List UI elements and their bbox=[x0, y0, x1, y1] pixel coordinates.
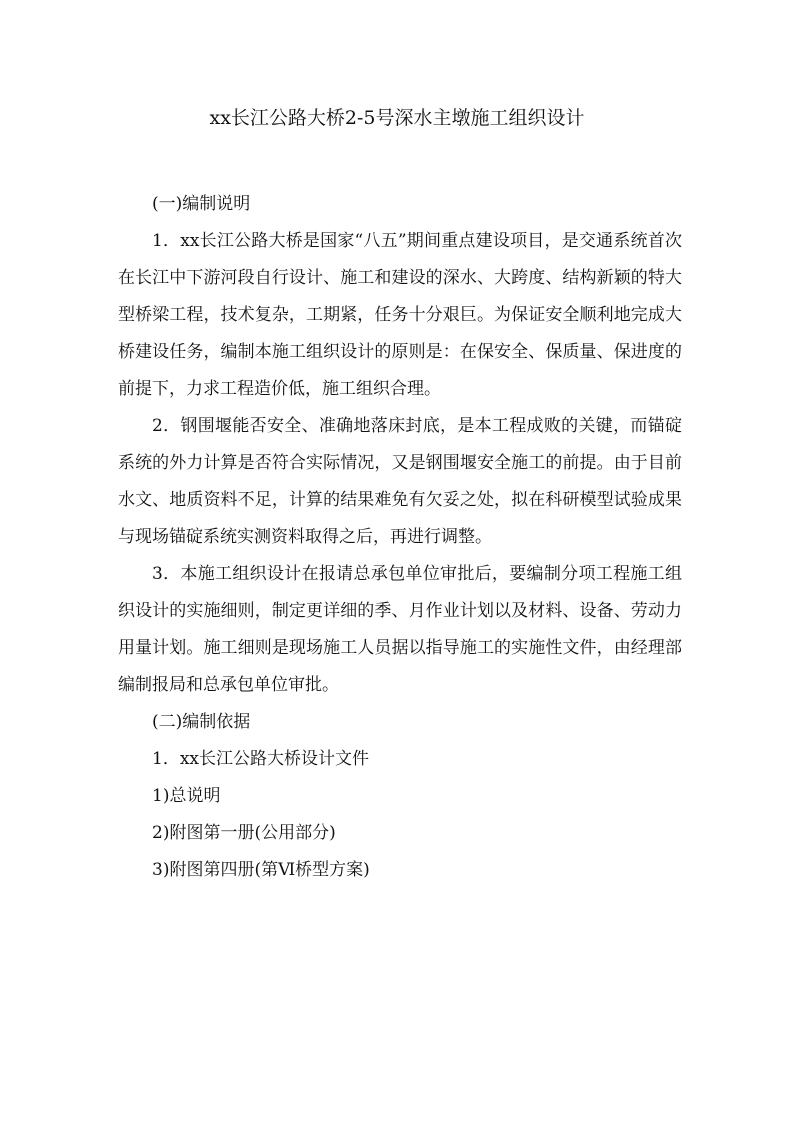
list-item: 1)总说明 bbox=[152, 786, 221, 806]
list-item: 3)附图第四册(第Ⅵ桥型方案) bbox=[152, 860, 370, 880]
document-body bbox=[118, 186, 682, 889]
section-heading-compilation-notes: (一)编制说明 bbox=[152, 194, 251, 214]
paragraph-1: 1．xx长江公路大桥是国家“八五”期间重点建设项目，是交通系统首次在长江中下游河段自行设计、施工和建设的深水、大跨度、结构新颖的特大型桥梁工程，技术复杂，工期紧，任务十分艰巨。为保证安全顺利地完成大桥建设任务，编制本施工组织设计的原则是：在保安全、保质量、保进度的前提下，力求工程造价低，施工组织合理。 bbox=[118, 231, 682, 399]
list-item: 2)附图第一册(公用部分) bbox=[152, 823, 336, 843]
section-heading-compilation-basis: (二)编制依据 bbox=[152, 712, 251, 732]
document-title: xx长江公路大桥2-5号深水主墩施工组织设计 bbox=[209, 107, 585, 129]
paragraph-3: 3．本施工组织设计在报请总承包单位审批后，要编制分项工程施工组织设计的实施细则，制定更详细的季、月作业计划以及材料、设备、劳动力用量计划。施工细则是现场施工人员据以指导施工的实施性文件，由经理部编制报局和总承包单位审批。 bbox=[118, 564, 682, 695]
paragraph-2: 2．钢围堰能否安全、准确地落床封底，是本工程成败的关键，而锚碇系统的外力计算是否符合实际情况，又是钢围堰安全施工的前提。由于目前水文、地质资料不足，计算的结果难免有欠妥之处，拟在科研模型试验成果与现场锚碇系统实测资料取得之后，再进行调整。 bbox=[118, 416, 682, 547]
list-item: 1．xx长江公路大桥设计文件 bbox=[152, 749, 369, 769]
